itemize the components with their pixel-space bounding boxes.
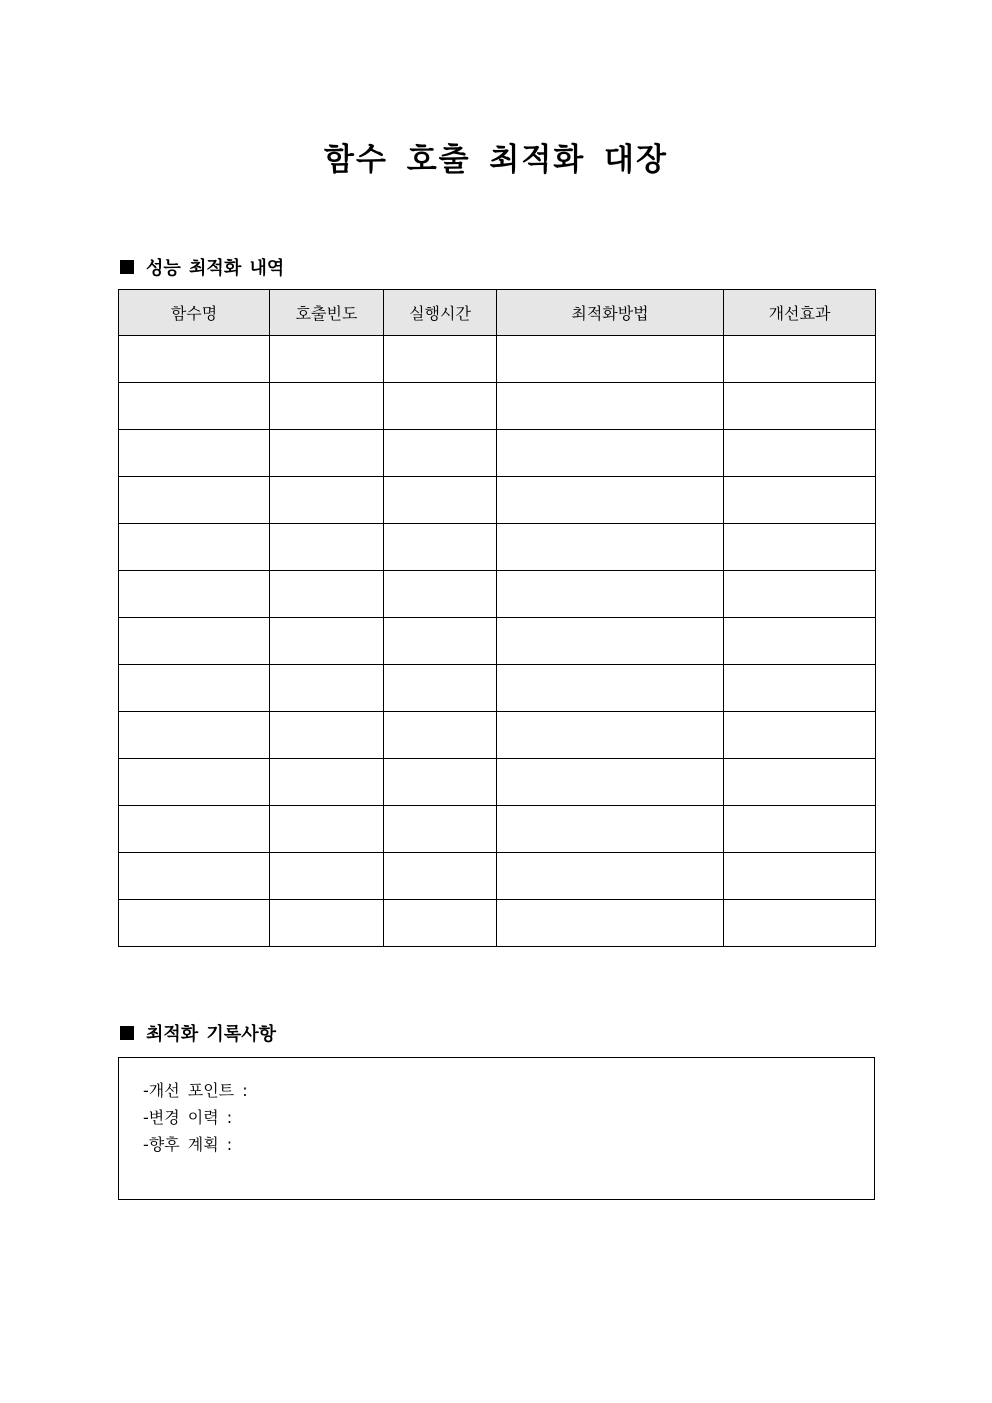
call-frequency-cell[interactable] (270, 477, 384, 524)
note-improvement-point: -개선 포인트 : (143, 1081, 248, 1100)
improvement-effect-cell[interactable] (724, 900, 876, 947)
improvement-effect-cell[interactable] (724, 759, 876, 806)
table-row (119, 618, 876, 665)
execution-time-cell[interactable] (384, 383, 497, 430)
table-row (119, 900, 876, 947)
table-body (119, 336, 876, 947)
execution-time-cell[interactable] (384, 477, 497, 524)
optimization-method-cell[interactable] (497, 712, 724, 759)
improvement-effect-cell[interactable] (724, 383, 876, 430)
optimization-method-cell[interactable] (497, 853, 724, 900)
function-name-cell[interactable] (119, 853, 270, 900)
column-header-optimization-method: 최적화방법 (497, 290, 724, 336)
table-row (119, 524, 876, 571)
execution-time-cell[interactable] (384, 430, 497, 477)
optimization-method-cell[interactable] (497, 477, 724, 524)
execution-time-cell[interactable] (384, 759, 497, 806)
function-name-cell[interactable] (119, 524, 270, 571)
optimization-method-cell[interactable] (497, 383, 724, 430)
optimization-method-cell[interactable] (497, 571, 724, 618)
call-frequency-cell[interactable] (270, 806, 384, 853)
table-row (119, 430, 876, 477)
optimization-method-cell[interactable] (497, 430, 724, 477)
improvement-effect-cell[interactable] (724, 853, 876, 900)
function-name-cell[interactable] (119, 618, 270, 665)
call-frequency-cell[interactable] (270, 571, 384, 618)
optimization-method-cell[interactable] (497, 900, 724, 947)
table-header-row (119, 290, 876, 336)
table-row (119, 712, 876, 759)
execution-time-cell[interactable] (384, 336, 497, 383)
function-name-cell[interactable] (119, 759, 270, 806)
optimization-method-cell[interactable] (497, 336, 724, 383)
call-frequency-cell[interactable] (270, 336, 384, 383)
execution-time-cell[interactable] (384, 900, 497, 947)
improvement-effect-cell[interactable] (724, 571, 876, 618)
section-heading-label: 성능 최적화 내역 (146, 258, 285, 279)
function-name-cell[interactable] (119, 571, 270, 618)
improvement-effect-cell[interactable] (724, 618, 876, 665)
function-name-cell[interactable] (119, 430, 270, 477)
improvement-effect-cell[interactable] (724, 477, 876, 524)
call-frequency-cell[interactable] (270, 618, 384, 665)
call-frequency-cell[interactable] (270, 759, 384, 806)
page-title: 함수 호출 최적화 대장 (324, 142, 668, 178)
improvement-effect-cell[interactable] (724, 665, 876, 712)
call-frequency-cell[interactable] (270, 524, 384, 571)
optimization-method-cell[interactable] (497, 806, 724, 853)
column-header-call-frequency: 호출빈도 (270, 290, 384, 336)
table-row (119, 853, 876, 900)
note-future-plan: -향후 계획 : (143, 1135, 233, 1154)
execution-time-cell[interactable] (384, 712, 497, 759)
optimization-method-cell[interactable] (497, 759, 724, 806)
call-frequency-cell[interactable] (270, 900, 384, 947)
call-frequency-cell[interactable] (270, 853, 384, 900)
column-header-function-name: 함수명 (119, 290, 270, 336)
note-change-history: -변경 이력 : (143, 1108, 233, 1127)
execution-time-cell[interactable] (384, 806, 497, 853)
improvement-effect-cell[interactable] (724, 712, 876, 759)
improvement-effect-cell[interactable] (724, 430, 876, 477)
execution-time-cell[interactable] (384, 571, 497, 618)
optimization-table (118, 289, 876, 947)
call-frequency-cell[interactable] (270, 712, 384, 759)
table-row (119, 336, 876, 383)
table-row (119, 477, 876, 524)
table-row (119, 383, 876, 430)
function-name-cell[interactable] (119, 806, 270, 853)
execution-time-cell[interactable] (384, 665, 497, 712)
improvement-effect-cell[interactable] (724, 806, 876, 853)
section-heading-performance (118, 254, 284, 280)
table-row (119, 759, 876, 806)
table-row (119, 665, 876, 712)
call-frequency-cell[interactable] (270, 430, 384, 477)
optimization-method-cell[interactable] (497, 524, 724, 571)
notes-box[interactable] (118, 1057, 875, 1200)
execution-time-cell[interactable] (384, 853, 497, 900)
table-row (119, 806, 876, 853)
improvement-effect-cell[interactable] (724, 336, 876, 383)
column-header-execution-time: 실행시간 (384, 290, 497, 336)
call-frequency-cell[interactable] (270, 665, 384, 712)
function-name-cell[interactable] (119, 383, 270, 430)
section-heading-records (118, 1020, 276, 1046)
optimization-method-cell[interactable] (497, 665, 724, 712)
square-bullet-icon (120, 1026, 134, 1040)
call-frequency-cell[interactable] (270, 383, 384, 430)
function-name-cell[interactable] (119, 900, 270, 947)
function-name-cell[interactable] (119, 477, 270, 524)
table-row (119, 571, 876, 618)
execution-time-cell[interactable] (384, 618, 497, 665)
function-name-cell[interactable] (119, 336, 270, 383)
optimization-method-cell[interactable] (497, 618, 724, 665)
function-name-cell[interactable] (119, 665, 270, 712)
column-header-improvement-effect: 개선효과 (724, 290, 876, 336)
square-bullet-icon (120, 260, 134, 274)
execution-time-cell[interactable] (384, 524, 497, 571)
section-heading-label: 최적화 기록사항 (146, 1024, 276, 1045)
improvement-effect-cell[interactable] (724, 524, 876, 571)
function-name-cell[interactable] (119, 712, 270, 759)
